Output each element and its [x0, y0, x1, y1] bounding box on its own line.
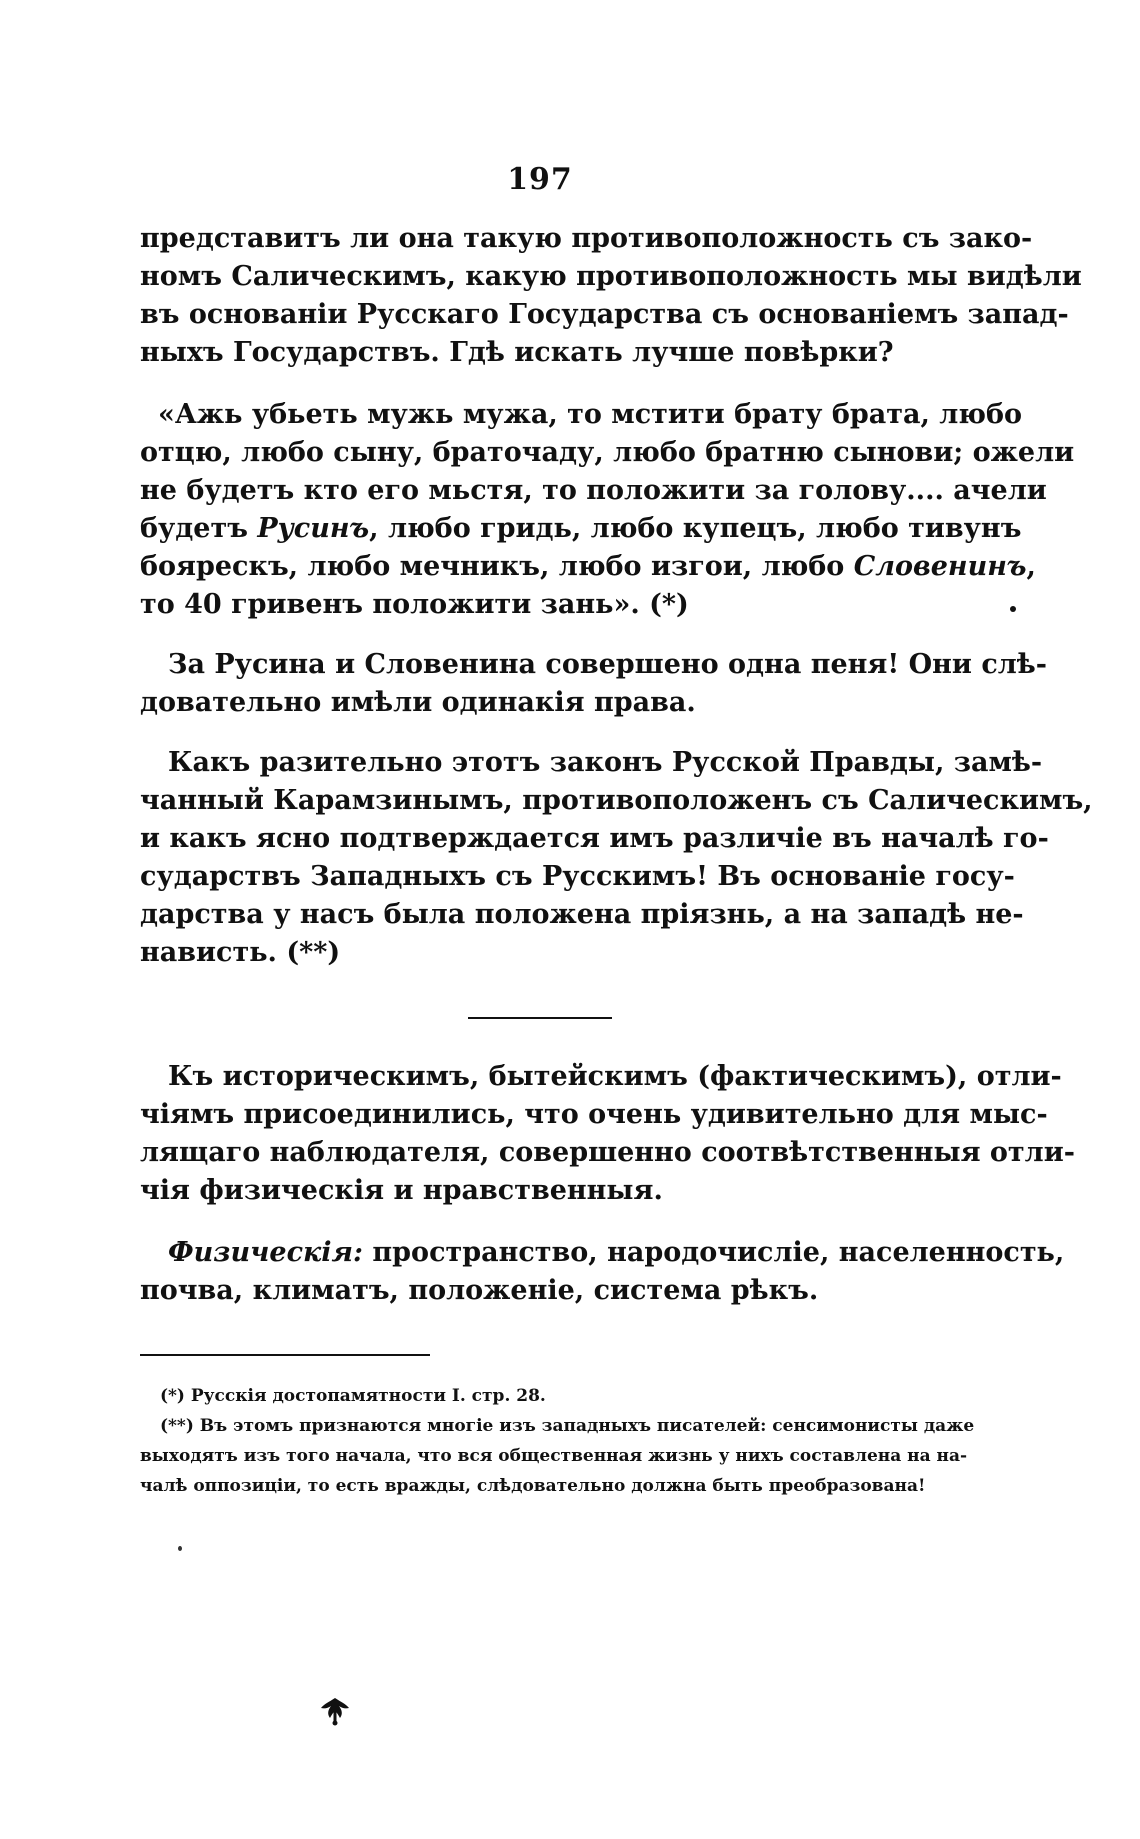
italic-word-rusin: Русинъ	[257, 513, 370, 544]
text-segment: ныхъ Государствъ. Гдѣ искать лучше повѣрки?	[140, 337, 894, 368]
section-divider	[468, 1017, 612, 1019]
text-line	[140, 784, 1093, 818]
footnote	[160, 1382, 950, 1410]
text-segment: чія физическія и нравственныя.	[140, 1175, 663, 1206]
text-segment: боярескъ, любо мечникъ, любо изгои, любо	[140, 551, 854, 582]
text-segment: нависть. (**)	[140, 937, 341, 968]
footnote-rule	[140, 1354, 430, 1356]
quote-line	[140, 588, 950, 622]
italic-word-fizicheskiya: Физическія:	[168, 1237, 364, 1268]
text-segment: пространство, народочисліе, населенность,	[363, 1237, 1065, 1268]
text-line	[168, 648, 1047, 682]
text-line	[140, 1136, 1075, 1170]
italic-word-slovenin: Словенинъ	[853, 551, 1027, 582]
stray-dot	[1010, 606, 1016, 612]
text-segment: «Ажь убьеть мужь мужа, то мстити брату брата, любо	[158, 399, 1023, 430]
text-segment: въ основаніи Русскаго Государства съ основаніемъ запад-	[140, 299, 1069, 330]
text-line	[140, 860, 1015, 894]
quote-line	[158, 398, 1023, 432]
text-segment: довательно имѣли одинакія права.	[140, 687, 696, 718]
text-segment: ,	[1026, 551, 1036, 582]
text-segment: Какъ разительно этотъ законъ Русской Правды, замѣ-	[168, 747, 1043, 778]
text-segment: сударствъ Западныхъ съ Русскимъ! Въ основаніе госу-	[140, 861, 1015, 892]
text-segment: лящаго наблюдателя, совершенно соотвѣтственныя отли-	[140, 1137, 1075, 1168]
text-line	[140, 898, 1024, 932]
footnote	[140, 1442, 968, 1470]
quote-line	[140, 436, 1075, 470]
footnote	[140, 1472, 950, 1500]
text-line	[140, 298, 1069, 332]
text-segment: представитъ ли она такую противоположность съ зако-	[140, 223, 1033, 254]
text-segment: чіямъ присоединились, что очень удивительно для мыс-	[140, 1099, 1048, 1130]
text-segment: не будетъ кто его мьстя, то положити за голову.... ачели	[140, 475, 1047, 506]
text-segment: (**) Въ этомъ признаются многіе изъ западныхъ писателей: сенсимонисты даже	[160, 1416, 975, 1436]
text-line	[140, 1098, 1048, 1132]
text-line	[140, 1274, 950, 1308]
text-segment: Къ историческимъ, бытейскимъ (фактическимъ), отли-	[168, 1061, 1062, 1092]
fleuron-ornament-icon	[318, 1696, 352, 1726]
text-line	[140, 336, 950, 370]
page-number: 197	[507, 162, 573, 197]
text-segment: дарства у насъ была положена пріязнь, а на западѣ не-	[140, 899, 1024, 930]
text-line	[168, 1236, 1065, 1270]
text-segment: За Русина и Словенина совершено одна пеня! Они слѣ-	[168, 649, 1047, 680]
text-segment: номъ Салическимъ, какую противоположность мы видѣли	[140, 261, 1082, 292]
text-line	[140, 222, 1033, 256]
quote-line	[140, 512, 1022, 546]
text-line	[140, 686, 950, 720]
text-segment: то 40 гривенъ положити зань». (*)	[140, 589, 689, 620]
text-segment: будетъ	[140, 513, 258, 544]
text-segment: (*) Русскія достопамятности I. стр. 28.	[160, 1386, 546, 1406]
text-line	[168, 746, 1043, 780]
text-segment: отцю, любо сыну, браточаду, любо братню сынови; ожели	[140, 437, 1075, 468]
text-line	[140, 936, 950, 970]
text-line	[140, 822, 1049, 856]
text-segment: , любо гридь, любо купецъ, любо тивунъ	[369, 513, 1022, 544]
stray-dot	[178, 1546, 182, 1551]
text-segment: почва, климатъ, положеніе, система рѣкъ.	[140, 1275, 819, 1306]
text-line	[140, 260, 1082, 294]
text-segment: чалѣ оппозиціи, то есть вражды, слѣдовательно должна быть преобразована!	[140, 1476, 926, 1496]
text-line	[140, 1174, 950, 1208]
text-segment: чанный Карамзинымъ, противоположенъ съ Салическимъ,	[140, 785, 1093, 816]
text-line	[168, 1060, 1062, 1094]
quote-line	[140, 474, 1047, 508]
text-segment: выходятъ изъ того начала, что вся общественная жизнь у нихъ составлена на на-	[140, 1446, 968, 1466]
quote-line	[140, 550, 1036, 584]
footnote	[160, 1412, 975, 1440]
text-segment: и какъ ясно подтверждается имъ различіе въ началѣ го-	[140, 823, 1049, 854]
